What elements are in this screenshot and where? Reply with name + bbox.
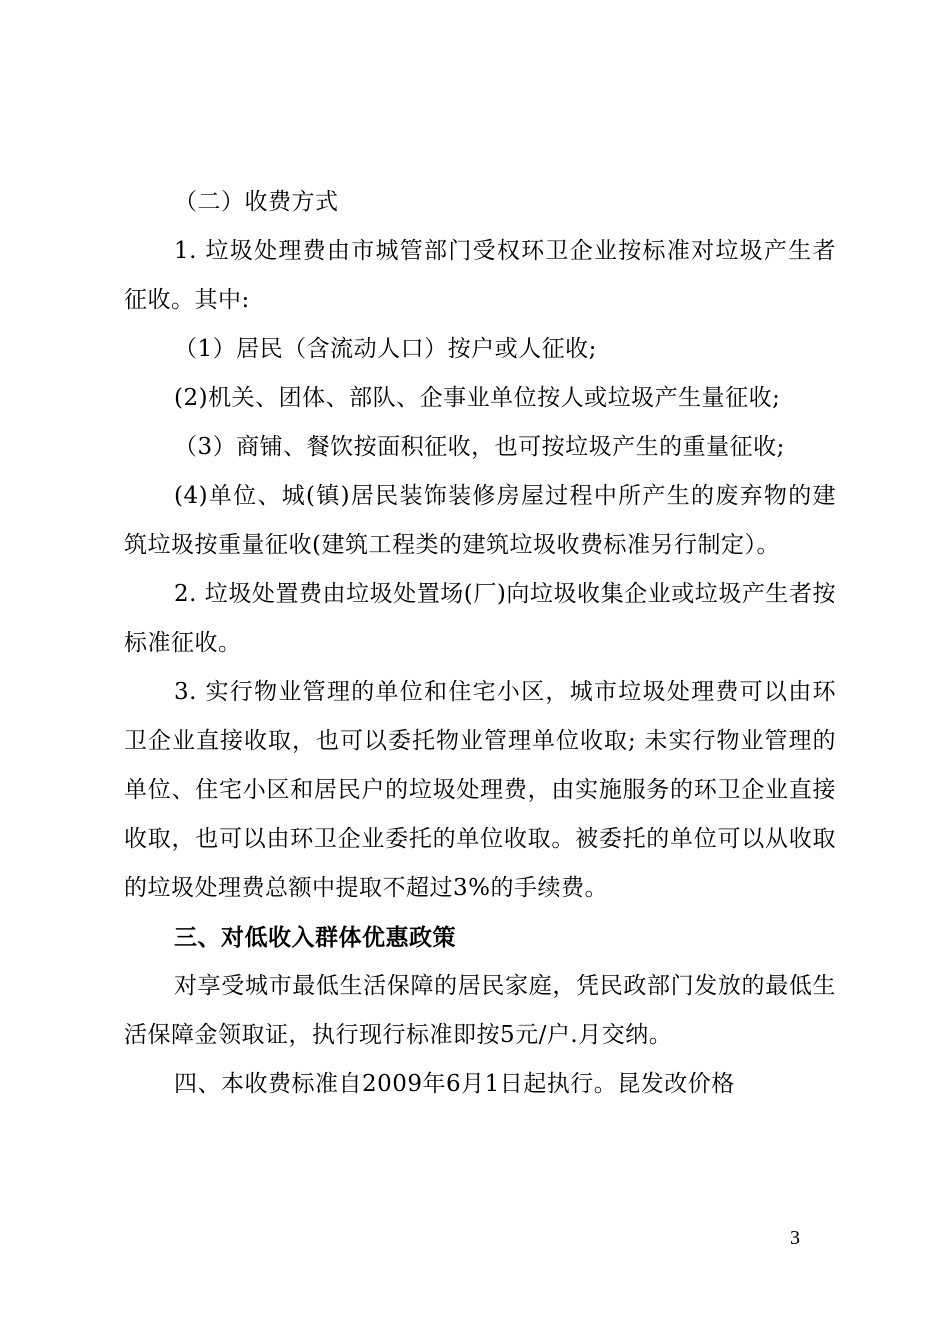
paragraph-subitem-4: (4)单位、城(镇)居民装饰装修房屋过程中所产生的废弃物的建筑垃圾按重量征收(建筑工程类的建筑垃圾收费标准另行制定）。 — [124, 483, 836, 558]
paragraph-subitem-1: （1）居民（含流动人口）按户或人征收; — [174, 336, 597, 362]
paragraph-item-2: 2. 垃圾处置费由垃圾处置场(厂)向垃圾收集企业或垃圾产生者按标准征收。 — [124, 581, 836, 656]
document-body — [124, 178, 836, 1109]
paragraph-subitem-3: （3）商铺、餐饮按面积征收，也可按垃圾产生的重量征收; — [174, 434, 785, 460]
paragraph-section-4: 四、本收费标准自2009年6月1日起执行。昆发改价格 — [174, 1071, 735, 1097]
paragraph-item-1: 1. 垃圾处理费由市城管部门受权环卫企业按标准对垃圾产生者征收。其中: — [124, 238, 836, 313]
paragraph-fee-method-heading: （二）收费方式 — [174, 189, 339, 215]
section-3-heading: 三、对低收入群体优惠政策 — [174, 924, 456, 951]
paragraph-item-3: 3. 实行物业管理的单位和住宅小区，城市垃圾处理费可以由环卫企业直接收取，也可以委托物业管理单位收取; 未实行物业管理的单位、住宅小区和居民户的垃圾处理费，由实施服务的环卫企业直接收取，也可以由环卫企业委托的单位收取。被委托的单位可以从收取的垃圾处理费总额中提取不超过3%的手续费。 — [124, 679, 836, 901]
page-number: 3 — [790, 1227, 800, 1249]
paragraph-subitem-2: (2)机关、团体、部队、企事业单位按人或垃圾产生量征收; — [174, 385, 781, 411]
paragraph-low-income-policy: 对享受城市最低生活保障的居民家庭，凭民政部门发放的最低生活保障金领取证，执行现行标准即按5元/户.月交纳。 — [124, 973, 836, 1048]
